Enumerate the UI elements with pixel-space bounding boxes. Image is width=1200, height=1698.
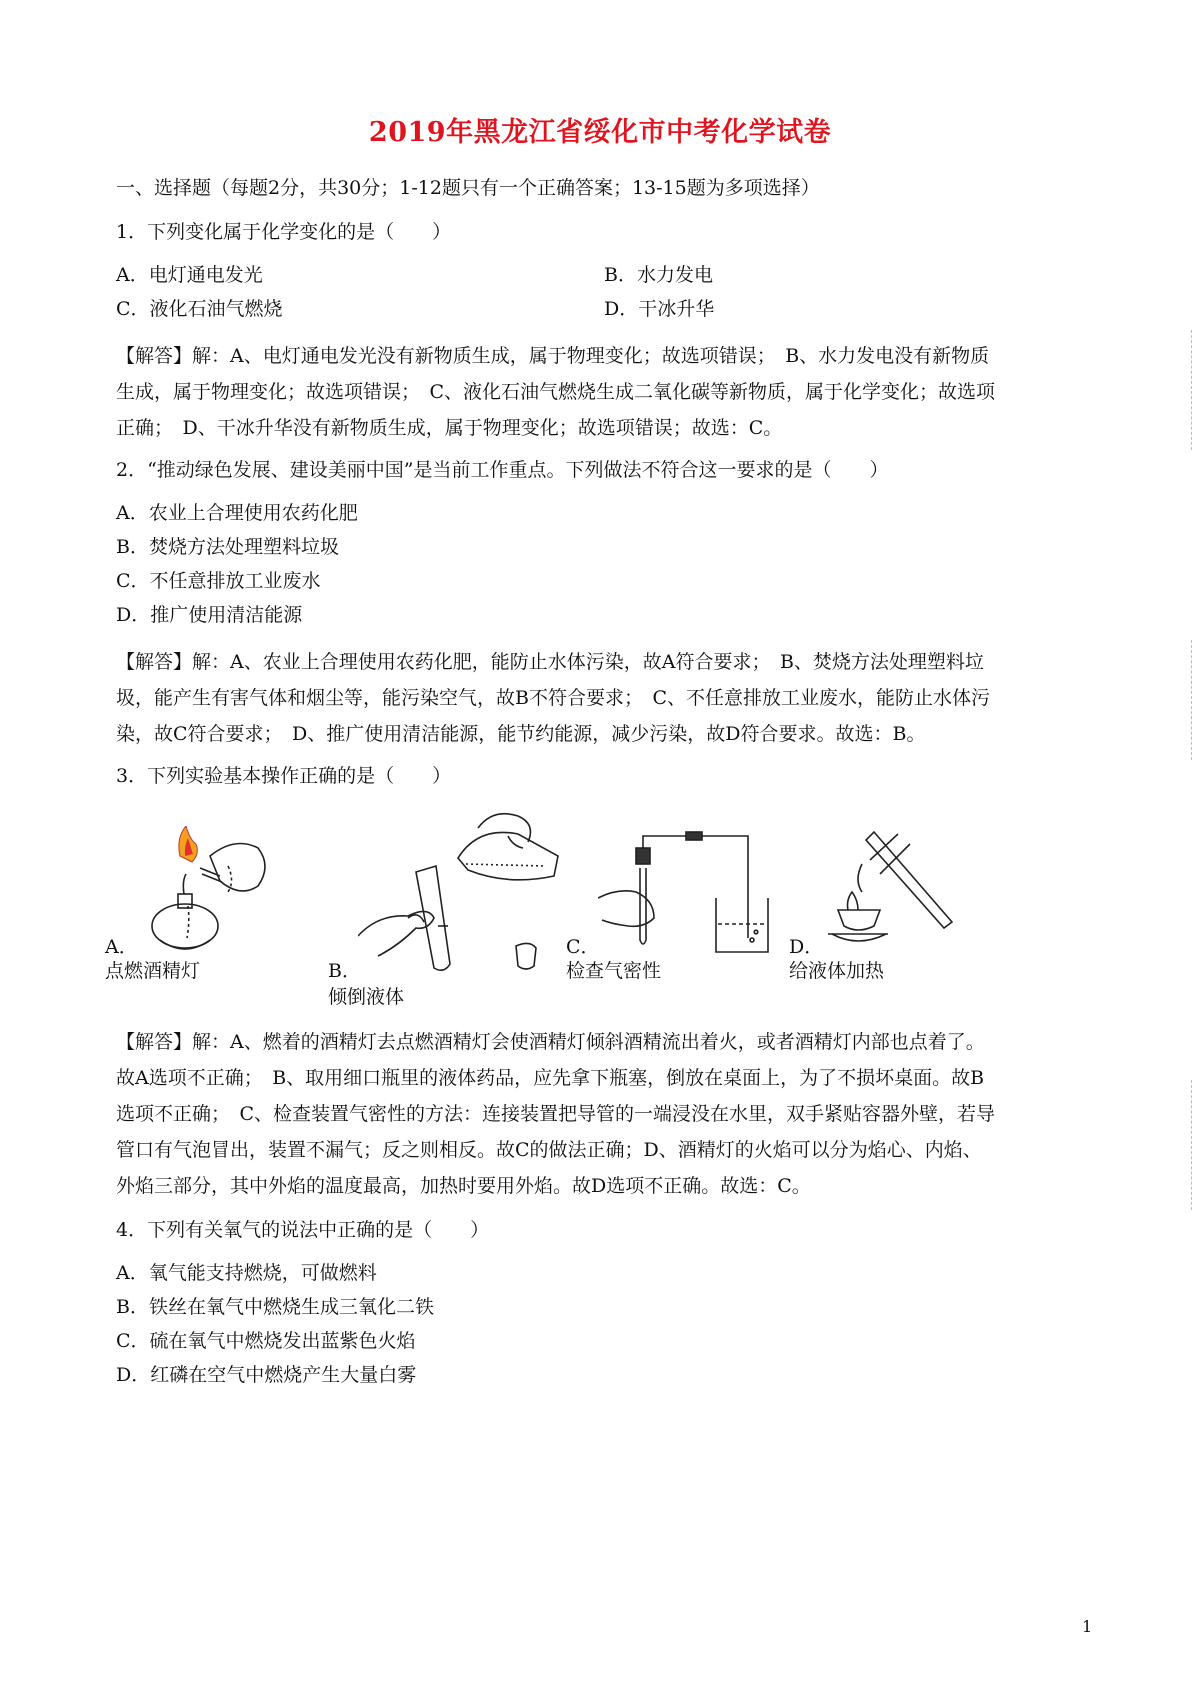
figure-b-caption: 倾倒液体 bbox=[328, 986, 405, 1008]
q4-option-d: D．红磷在空气中燃烧产生大量白雾 bbox=[116, 1364, 417, 1386]
answer-line: 【解答】解：A、农业上合理使用农药化肥，能防止水体污染，故A符合要求； B、焚烧方法处理塑料垃 bbox=[116, 651, 984, 673]
q1-option-c: C．液化石油气燃烧 bbox=[116, 298, 283, 320]
figure-a-lighting-lamp bbox=[140, 826, 290, 966]
q4-option-a: A．氧气能支持燃烧，可做燃料 bbox=[116, 1262, 377, 1284]
q2-option-c: C．不任意排放工业废水 bbox=[116, 570, 321, 592]
q1-option-b: B．水力发电 bbox=[604, 264, 713, 286]
figure-c-airtightness-check bbox=[598, 828, 778, 958]
figure-d-caption: 给液体加热 bbox=[789, 960, 885, 982]
dashed-margin-line bbox=[1191, 330, 1192, 450]
q1-answer bbox=[116, 338, 1096, 446]
answer-line: 圾，能产生有害气体和烟尘等，能污染空气，故B不符合要求； C、不任意排放工业废水，能防止水体污 bbox=[116, 687, 991, 709]
figure-c-letter: C． bbox=[566, 936, 600, 958]
answer-line: 外焰三部分，其中外焰的温度最高，加热时要用外焰。故D选项不正确。故选：C。 bbox=[116, 1175, 811, 1197]
figure-a-caption: 点燃酒精灯 bbox=[105, 960, 201, 982]
figure-c-caption: 检查气密性 bbox=[566, 960, 662, 982]
question-2-stem: 2．“推动绿色发展、建设美丽中国”是当前工作重点。下列做法不符合这一要求的是（ ） bbox=[116, 459, 889, 481]
figure-b-pouring-liquid bbox=[358, 806, 568, 976]
q2-option-a: A．农业上合理使用农药化肥 bbox=[116, 502, 358, 524]
figure-b-letter: B． bbox=[328, 960, 361, 982]
q4-option-b: B．铁丝在氧气中燃烧生成三氧化二铁 bbox=[116, 1296, 434, 1318]
figure-d-letter: D． bbox=[789, 936, 824, 958]
answer-line: 染，故C符合要求； D、推广使用清洁能源，能节约能源，减少污染，故D符合要求。故选：B。 bbox=[116, 723, 926, 745]
dashed-margin-line bbox=[1191, 1080, 1192, 1210]
answer-line: 故A选项不正确； B、取用细口瓶里的液体药品，应先拿下瓶塞，倒放在桌面上，为了不损坏桌面。故B bbox=[116, 1067, 985, 1089]
answer-line: 正确； D、干冰升华没有新物质生成，属于物理变化；故选项错误；故选：C。 bbox=[116, 417, 783, 439]
question-3-stem: 3．下列实验基本操作正确的是（ ） bbox=[116, 765, 452, 787]
answer-line: 选项不正确； C、检查装置气密性的方法：连接装置把导管的一端浸没在水里，双手紧贴容器外壁，若导 bbox=[116, 1103, 996, 1125]
question-4-stem: 4．下列有关氧气的说法中正确的是（ ） bbox=[116, 1219, 490, 1241]
exam-title: 2019年黑龙江省绥化市中考化学试卷 bbox=[368, 117, 832, 148]
figure-a-letter: A． bbox=[105, 936, 138, 958]
q2-option-d: D．推广使用清洁能源 bbox=[116, 604, 303, 626]
dashed-margin-line bbox=[1191, 640, 1192, 760]
q1-option-a: A．电灯通电发光 bbox=[116, 264, 263, 286]
section-heading: 一、选择题（每题2分，共30分；1-12题只有一个正确答案；13-15题为多项选择） bbox=[116, 177, 820, 199]
q2-answer bbox=[116, 644, 1096, 752]
figure-d-heating-liquid bbox=[818, 830, 958, 958]
answer-line: 管口有气泡冒出，装置不漏气；反之则相反。故C的做法正确；D、酒精灯的火焰可以分为焰心、内焰、 bbox=[116, 1139, 982, 1161]
q2-option-b: B．焚烧方法处理塑料垃圾 bbox=[116, 536, 339, 558]
q4-option-c: C．硫在氧气中燃烧发出蓝紫色火焰 bbox=[116, 1330, 416, 1352]
page-number: 1 bbox=[1082, 1617, 1093, 1636]
answer-line: 【解答】解：A、电灯通电发光没有新物质生成，属于物理变化；故选项错误； B、水力发电没有新物质 bbox=[116, 345, 990, 367]
q1-option-d: D．干冰升华 bbox=[604, 298, 715, 320]
question-1-stem: 1．下列变化属于化学变化的是（ ） bbox=[116, 221, 452, 243]
answer-line: 生成，属于物理变化；故选项错误； C、液化石油气燃烧生成二氧化碳等新物质，属于化学变化；故选项 bbox=[116, 381, 996, 403]
q3-answer bbox=[116, 1024, 1096, 1204]
answer-line: 【解答】解：A、燃着的酒精灯去点燃酒精灯会使酒精灯倾斜酒精流出着火，或者酒精灯内部也点着了。 bbox=[116, 1031, 985, 1053]
